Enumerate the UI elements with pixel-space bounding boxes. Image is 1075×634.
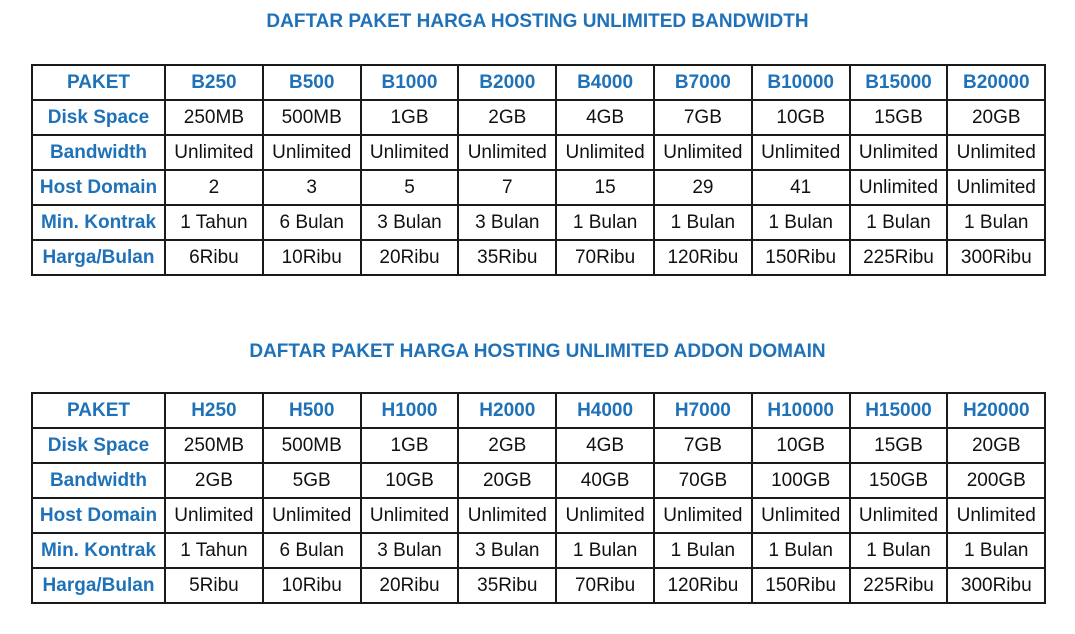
table-cell: 10Ribu [263,240,361,275]
table-cell: 41 [752,170,850,205]
table-cell: 15GB [850,428,948,463]
table-cell: 500MB [263,100,361,135]
header-label: PAKET [32,393,165,428]
row-label: Harga/Bulan [32,240,165,275]
package-name: B15000 [850,65,948,100]
package-name: B1000 [361,65,459,100]
table-cell: 20GB [947,428,1045,463]
table-row [32,205,1045,240]
table-cell: Unlimited [556,498,654,533]
table-cell: 1 Tahun [165,533,263,568]
table-cell: 35Ribu [458,240,556,275]
table-cell: 2 [165,170,263,205]
table-cell: 200GB [947,463,1045,498]
table-cell: 35Ribu [458,568,556,603]
table-cell: 1 Bulan [752,533,850,568]
table-cell: Unlimited [361,135,459,170]
package-name: H7000 [654,393,752,428]
table-cell: 10GB [361,463,459,498]
table-row [32,498,1045,533]
table-cell: 29 [654,170,752,205]
table-cell: 10GB [752,428,850,463]
header-row [32,65,1045,100]
package-name: H4000 [556,393,654,428]
table-cell: 1 Bulan [752,205,850,240]
table-cell: Unlimited [947,170,1045,205]
title-unlimited-bandwidth: DAFTAR PAKET HARGA HOSTING UNLIMITED BANDWIDTH [266,11,809,32]
table-cell: 1 Bulan [654,533,752,568]
table-cell: 2GB [165,463,263,498]
table-cell: Unlimited [654,135,752,170]
package-name: B250 [165,65,263,100]
package-name: B7000 [654,65,752,100]
table-row [32,240,1045,275]
table-cell: 3 Bulan [458,533,556,568]
table-cell: 250MB [165,100,263,135]
table-cell: 1 Bulan [850,533,948,568]
table-cell: Unlimited [850,498,948,533]
table-cell: Unlimited [263,498,361,533]
table-cell: 300Ribu [947,240,1045,275]
row-label: Disk Space [32,100,165,135]
table-cell: 3 Bulan [361,205,459,240]
table-cell: Unlimited [165,498,263,533]
table-cell: 3 [263,170,361,205]
table-cell: 225Ribu [850,240,948,275]
table-unlimited-addon-domain [31,392,1046,604]
table-cell: 6 Bulan [263,533,361,568]
row-label: Min. Kontrak [32,533,165,568]
table-cell: 1 Bulan [947,205,1045,240]
table-cell: Unlimited [654,498,752,533]
table-row [32,100,1045,135]
table-cell: 100GB [752,463,850,498]
table-cell: 1 Bulan [556,533,654,568]
table-cell: 5 [361,170,459,205]
package-name: B500 [263,65,361,100]
package-name: B2000 [458,65,556,100]
table-cell: 1 Bulan [654,205,752,240]
row-label: Harga/Bulan [32,568,165,603]
table-cell: 10GB [752,100,850,135]
table-cell: 1 Tahun [165,205,263,240]
table-cell: 300Ribu [947,568,1045,603]
table-cell: 120Ribu [654,240,752,275]
row-label: Disk Space [32,428,165,463]
table-row [32,428,1045,463]
table-cell: 150Ribu [752,240,850,275]
table-cell: 7 [458,170,556,205]
header-row [32,393,1045,428]
package-name: B10000 [752,65,850,100]
table-cell: 500MB [263,428,361,463]
package-name: B20000 [947,65,1045,100]
row-label: Bandwidth [32,135,165,170]
package-name: H250 [165,393,263,428]
table-cell: 20Ribu [361,568,459,603]
table-cell: 1 Bulan [947,533,1045,568]
table-cell: 1 Bulan [850,205,948,240]
table-cell: 70GB [654,463,752,498]
package-name: H1000 [361,393,459,428]
table-cell: 7GB [654,428,752,463]
table-row [32,568,1045,603]
table-cell: 20Ribu [361,240,459,275]
table-cell: 250MB [165,428,263,463]
table-cell: Unlimited [752,135,850,170]
table-cell: Unlimited [947,498,1045,533]
table-cell: Unlimited [752,498,850,533]
table-cell: 150Ribu [752,568,850,603]
table-row [32,170,1045,205]
table-cell: 3 Bulan [458,205,556,240]
table-cell: 2GB [458,428,556,463]
table-unlimited-bandwidth [31,64,1046,276]
table-cell: Unlimited [361,498,459,533]
package-name: H500 [263,393,361,428]
package-name: H20000 [947,393,1045,428]
table-cell: 15GB [850,100,948,135]
table-row [32,135,1045,170]
table-cell: 6Ribu [165,240,263,275]
table-cell: 10Ribu [263,568,361,603]
package-name: H2000 [458,393,556,428]
row-label: Min. Kontrak [32,205,165,240]
table-row [32,533,1045,568]
table-cell: 4GB [556,100,654,135]
table-cell: 7GB [654,100,752,135]
table-cell: 15 [556,170,654,205]
table-cell: Unlimited [850,135,948,170]
package-name: H15000 [850,393,948,428]
table-cell: 1 Bulan [556,205,654,240]
table-cell: 70Ribu [556,240,654,275]
table-cell: 20GB [458,463,556,498]
table-cell: 1GB [361,100,459,135]
table-cell: 225Ribu [850,568,948,603]
header-label: PAKET [32,65,165,100]
row-label: Bandwidth [32,463,165,498]
package-name: H10000 [752,393,850,428]
table-cell: Unlimited [165,135,263,170]
table-cell: 1GB [361,428,459,463]
table-cell: 150GB [850,463,948,498]
table-cell: 70Ribu [556,568,654,603]
package-name: B4000 [556,65,654,100]
table-cell: 2GB [458,100,556,135]
table-cell: Unlimited [850,170,948,205]
table-cell: 5Ribu [165,568,263,603]
table-cell: Unlimited [458,498,556,533]
table-cell: Unlimited [458,135,556,170]
table-cell: 6 Bulan [263,205,361,240]
title-unlimited-addon-domain: DAFTAR PAKET HARGA HOSTING UNLIMITED ADDON DOMAIN [249,341,826,362]
table-cell: Unlimited [947,135,1045,170]
table-cell: 40GB [556,463,654,498]
row-label: Host Domain [32,170,165,205]
table-cell: 3 Bulan [361,533,459,568]
table-cell: 4GB [556,428,654,463]
table-cell: Unlimited [263,135,361,170]
table-cell: Unlimited [556,135,654,170]
table-cell: 120Ribu [654,568,752,603]
row-label: Host Domain [32,498,165,533]
table-cell: 20GB [947,100,1045,135]
table-row [32,463,1045,498]
table-cell: 5GB [263,463,361,498]
